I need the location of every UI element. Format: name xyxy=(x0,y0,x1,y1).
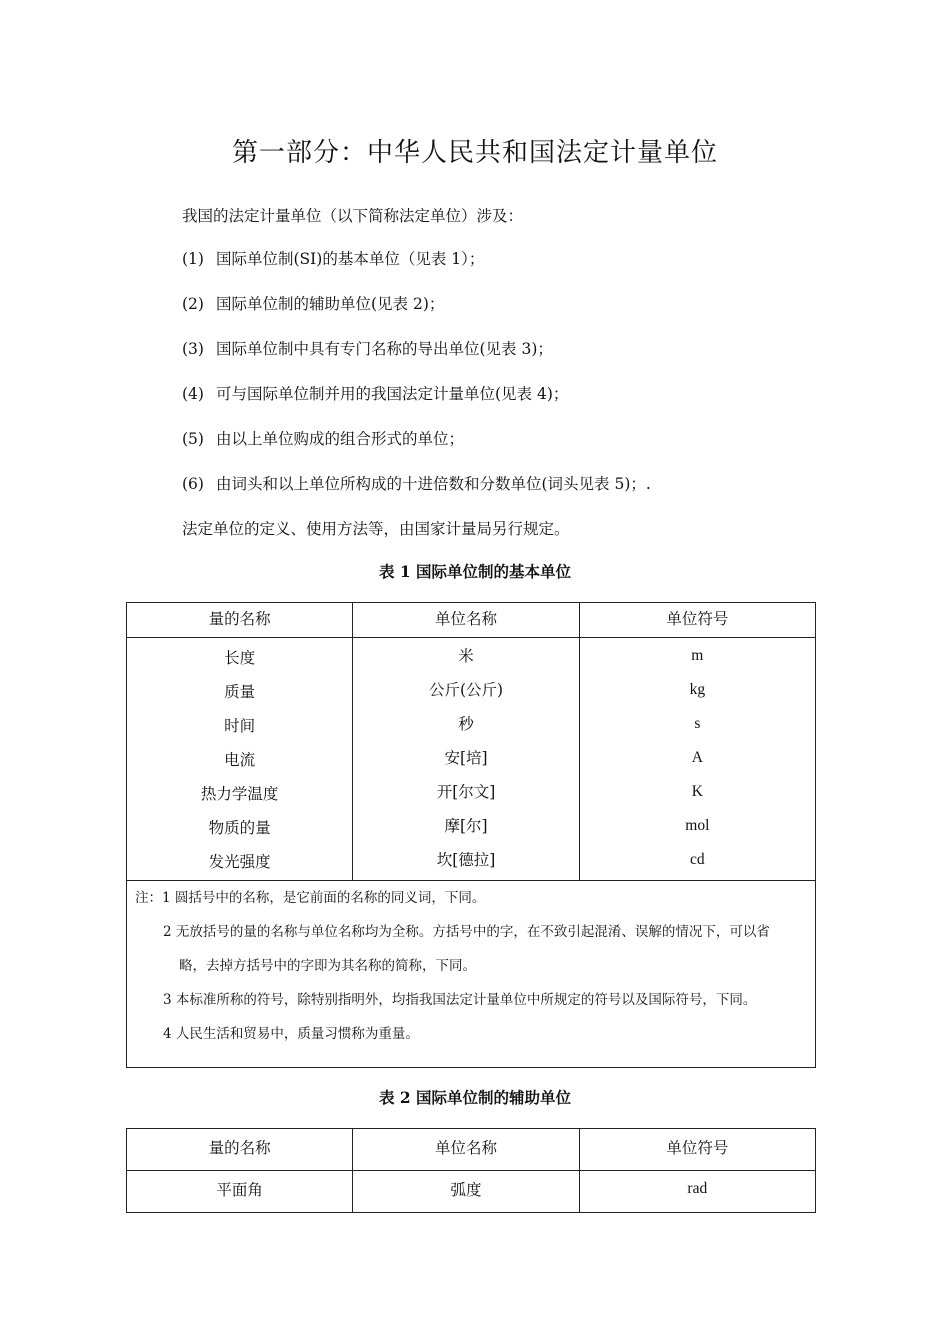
table-notes xyxy=(127,881,816,1068)
unit-name-cell: 摩[尔] xyxy=(444,817,488,835)
intro-text: 我国的法定计量单位（以下简称法定单位）涉及： xyxy=(182,207,524,225)
item-text: 国际单位制中具有专门名称的导出单位(见表 3)； xyxy=(216,340,553,358)
quantity-cell: 物质的量 xyxy=(208,819,271,837)
list-item xyxy=(182,427,464,449)
item-number: (4) xyxy=(182,385,204,403)
list-item xyxy=(182,247,484,269)
item-text: 可与国际单位制并用的我国法定计量单位(见表 4)； xyxy=(216,385,569,403)
unit-name-cell: 公斤(公斤) xyxy=(428,681,504,699)
table-notes-row xyxy=(127,881,816,1068)
item-text: 国际单位制(SI)的基本单位（见表 1）； xyxy=(216,250,485,268)
header-quantity: 量的名称 xyxy=(127,603,353,638)
list-item xyxy=(182,292,444,314)
quantity-cell: 电流 xyxy=(224,751,256,769)
unit-name-cell: 弧度 xyxy=(353,1171,579,1213)
list-item xyxy=(182,382,568,404)
header-unit-symbol: 单位符号 xyxy=(579,1129,815,1171)
table-header-row xyxy=(127,603,816,638)
table2-caption: 表 2 国际单位制的辅助单位 xyxy=(378,1088,572,1107)
item-number: (1) xyxy=(182,250,204,268)
header-quantity: 量的名称 xyxy=(127,1129,353,1171)
item-text: 由词头和以上单位所构成的十进倍数和分数单位(词头见表 5)；. xyxy=(216,475,651,493)
table1-base-units xyxy=(126,602,816,1068)
quantity-cell: 质量 xyxy=(224,683,256,701)
header-unit-name: 单位名称 xyxy=(353,603,579,638)
unit-name-column xyxy=(353,638,579,881)
unit-symbol-cell: K xyxy=(691,783,703,800)
closing-text: 法定单位的定义、使用方法等，由国家计量局另行规定。 xyxy=(182,520,570,538)
header-unit-name: 单位名称 xyxy=(353,1129,579,1171)
list-item xyxy=(182,337,553,359)
table-row xyxy=(127,1171,816,1213)
unit-name-cell: 坎[德拉] xyxy=(436,851,496,869)
unit-symbol-cell: s xyxy=(694,715,701,732)
item-number: (2) xyxy=(182,295,204,313)
quantity-cell: 长度 xyxy=(224,649,256,667)
unit-symbol-cell: m xyxy=(691,647,704,664)
table1-caption: 表 1 国际单位制的基本单位 xyxy=(378,562,572,581)
unit-symbol-cell: mol xyxy=(685,817,710,834)
unit-name-cell: 米 xyxy=(458,647,474,665)
unit-symbol-cell: cd xyxy=(690,851,705,868)
unit-symbol-cell: kg xyxy=(689,681,706,698)
page-title: 第一部分：中华人民共和国法定计量单位 xyxy=(231,138,718,168)
note-2: 2 无放括号的量的名称与单位名称均为全称。方括号中的字，在不致引起混淆、误解的情况下，可以省 xyxy=(163,924,770,940)
quantity-cell: 时间 xyxy=(224,717,256,735)
unit-name-cell: 安[培] xyxy=(444,749,488,767)
table-body-row xyxy=(127,638,816,881)
item-number: (6) xyxy=(182,475,204,493)
item-number: (3) xyxy=(182,340,204,358)
quantity-cell: 平面角 xyxy=(127,1171,353,1213)
table2-supplementary-units xyxy=(126,1128,816,1213)
note-4: 4 人民生活和贸易中，质量习惯称为重量。 xyxy=(163,1026,419,1042)
quantity-cell: 热力学温度 xyxy=(200,785,279,803)
table-header-row xyxy=(127,1129,816,1171)
item-text: 国际单位制的辅助单位(见表 2)； xyxy=(216,295,445,313)
unit-symbol-cell: rad xyxy=(579,1171,815,1213)
unit-name-cell: 秒 xyxy=(458,715,474,733)
header-unit-symbol: 单位符号 xyxy=(579,603,815,638)
unit-symbol-column xyxy=(579,638,815,881)
quantity-cell: 发光强度 xyxy=(208,853,271,871)
note-3: 3 本标准所称的符号，除特别指明外，均指我国法定计量单位中所规定的符号以及国际符号，下同。 xyxy=(163,992,757,1008)
item-text: 由以上单位购成的组合形式的单位； xyxy=(216,430,465,448)
quantity-column xyxy=(127,638,353,881)
unit-name-cell: 开[尔文] xyxy=(436,783,496,801)
unit-symbol-cell: A xyxy=(691,749,703,766)
note-2-continued: 略，去掉方括号中的字即为其名称的简称，下同。 xyxy=(179,958,476,974)
list-item xyxy=(182,472,651,494)
note-1: 注：1 圆括号中的名称，是它前面的名称的同义词，下同。 xyxy=(135,890,486,906)
item-number: (5) xyxy=(182,430,204,448)
